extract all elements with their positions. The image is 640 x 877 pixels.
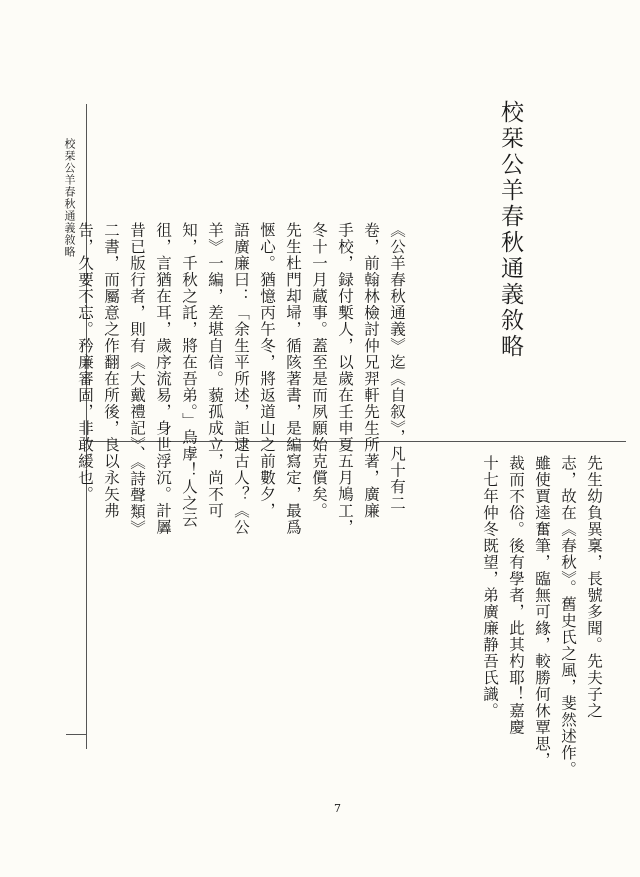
text-column: 雖使賈逵奮筆，臨無可緣，較勝何休覃思， <box>533 455 551 769</box>
text-column: 手校，録付槧人，以歲在壬申夏五月鳩工， <box>336 222 354 536</box>
text-column: 十七年仲冬既望，弟廣廉静吾氏識。 <box>481 455 499 719</box>
text-column: 先生幼負異稟，長號多聞。先夫子之 <box>585 455 603 719</box>
text-column: 二書，而屬意之作翻在所後，良以永矢弗 <box>102 222 120 519</box>
running-head: 校栞公羊春秋通義敘略 <box>63 138 76 258</box>
text-column: 志，故在《春秋》。舊史氏之風，斐然述作。 <box>559 455 577 778</box>
text-column: 知，千秋之託，將在吾弟。」烏虖！人之云 <box>180 222 198 528</box>
text-column: 徂，言猶在耳，歲序流易，身世浮沉。計羼 <box>154 222 172 536</box>
page-number: 7 <box>334 802 341 815</box>
text-column: 先生杜門却埽，循陔著書，是編寫定，最爲 <box>284 222 302 536</box>
text-block-upper <box>76 222 410 537</box>
text-column: 《公羊春秋通義》迄《自叙》，凡十有二 <box>388 222 406 512</box>
margin-tick <box>66 734 86 735</box>
text-column: 羊》一編，差堪自信。藐孤成立，尚不可 <box>206 222 224 519</box>
text-column: 卷，前翰林檢討仲兄羿軒先生所著，廣廉 <box>362 222 380 519</box>
page-title: 校栞公羊春秋通義敘略 <box>497 100 523 360</box>
text-column: 冬十一月蔵事。蓋至是而夙願始克償矣。 <box>310 222 328 519</box>
text-column: 愜心。猶憶丙午冬，將返道山之前數夕， <box>258 222 276 519</box>
text-column: 昔已版行者，則有《大戴禮記》、《詩聲類》 <box>128 222 146 537</box>
text-column: 語廣廉曰：「余生平所述，詎逮古人？《公 <box>232 222 250 536</box>
text-column: 裁而不俗。後有學者，此其杓耶！嘉慶 <box>507 455 525 736</box>
text-block-lower <box>445 455 607 778</box>
text-column: 告，久要不忘。矜廉審固，非敢緩也。 <box>76 222 94 503</box>
